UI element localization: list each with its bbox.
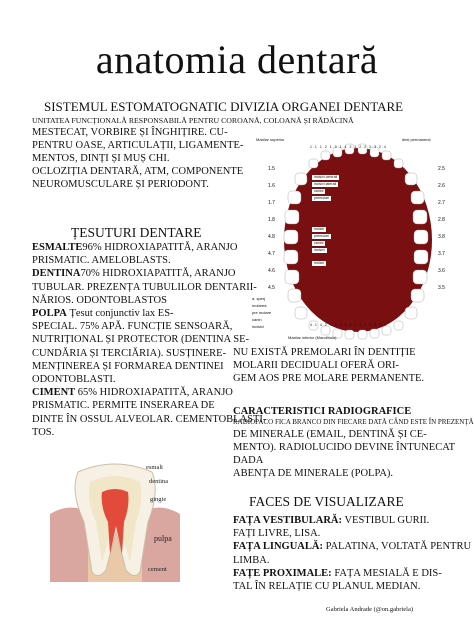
num-right-3: 2.8 — [438, 217, 445, 223]
radiographic-section — [233, 405, 473, 481]
system-line-5: OCLOZIȚIA DENTARĂ, ATM, COMPONENTE — [32, 166, 244, 178]
num-left-1: 1.6 — [268, 183, 275, 189]
legend-lower-0: molari — [314, 227, 324, 231]
legend-upper-4: molari — [314, 261, 324, 265]
num-left-4: 4.8 — [268, 234, 275, 240]
dentition-text-2: MOLARII DECIDUALI OFERĂ ORI- — [233, 360, 399, 372]
system-line-6: NEUROMUSCULARE ȘI PERIODONT. — [32, 179, 209, 191]
dental-arch-chart — [252, 137, 464, 343]
system-line-2: MESTECAT, VORBIRE ȘI ÎNGHIȚIRE. CU- — [32, 126, 228, 138]
dentin-text-1: 70% HIDROXIAPATITĂ, ARANJO — [80, 268, 236, 280]
tissues-section — [32, 241, 267, 439]
main-heading: SISTEMUL ESTOMATOGNATIC DIVIZIA ORGANEI DENTARE — [44, 99, 404, 114]
legend-upper-3: premolari — [314, 196, 329, 200]
num-right-5: 3.7 — [438, 251, 445, 257]
system-line-4: MENTOS, DINȚI ȘI MUȘ CHI. — [32, 152, 170, 164]
side-label-1: molarea — [252, 303, 267, 308]
num-right-0: 2.5 — [438, 166, 445, 172]
num-top-5: 2.2 — [359, 145, 368, 149]
legend-lower-1: premolari — [314, 234, 329, 238]
lingual-term: FAȚA LINGUALĂ: — [233, 541, 323, 553]
cement-term: CIMENT — [32, 387, 76, 399]
label-esmalt: esmalt — [146, 464, 163, 471]
dentition-section — [233, 346, 473, 386]
num-top-7: 2.4 — [379, 145, 387, 149]
label-dentina: dentina — [149, 478, 169, 485]
num-top-1: 1.2 — [319, 145, 328, 149]
faces-heading: FACES DE VISUALIZARE — [249, 494, 404, 509]
num-left-6: 4.6 — [268, 268, 275, 274]
side-label-3: canin — [252, 317, 262, 322]
enamel-text-1: 96% HIDROXIAPATITĂ, ARANJO — [82, 242, 238, 253]
num-left-7: 4.5 — [268, 285, 275, 291]
enamel-line-1 — [32, 241, 267, 254]
num-right-6: 3.6 — [438, 268, 445, 274]
cement-line-1 — [32, 386, 267, 399]
proximal-term: FAȚE PROXIMALE: — [233, 567, 332, 579]
legend-lower-3: incisivi — [314, 248, 325, 252]
cement-text-2: PRISMATIC. PERMITE INSERAREA DE — [32, 400, 215, 412]
pulp-text-4: CUNDĂRIA ȘI TERCIĂRIA). SUSȚINERE- — [32, 347, 227, 359]
num-left-3: 1.8 — [268, 217, 275, 223]
proximal-text-2: TAL ÎN RELAȚIE CU PLANUL MEDIAN. — [233, 581, 421, 593]
page-title: anatomia dentară — [95, 37, 379, 82]
top-number-row — [310, 145, 387, 149]
num-bottom-5: 3.2 — [359, 323, 368, 327]
lingual-text-1: PALATINA, VOLTATĂ PENTRU — [325, 541, 472, 553]
num-bottom-3: 4.4 — [339, 323, 348, 327]
radiographic-text-2: MENTO). RADIOLUCIDO DEVINE ÎNTUNECAT DADA — [233, 441, 455, 467]
bottom-number-row — [310, 323, 387, 327]
num-top-6: 2.3 — [369, 145, 378, 149]
enamel-term: ESMALTE — [32, 242, 83, 253]
radiographic-text-3: ABENȚA DE MINERALE (POLPA). — [233, 468, 394, 480]
cement-text-4: TOS. — [32, 426, 55, 438]
dentition-text-1: NU EXISTĂ PREMOLARI ÎN DENTIȚIE — [233, 347, 416, 358]
legend-lower-2: canini — [314, 241, 324, 245]
side-label-2: pre molare — [252, 310, 272, 315]
cement-text-1: 65% HIDROXIAPATITĂ, ARANJO — [77, 387, 233, 399]
pulp-text-1: Țesut conjunctiv lax ES- — [69, 308, 174, 320]
num-bottom-7: 3.4 — [379, 323, 387, 327]
dentin-text-3: NĂRIOS. ODONTOBLASTOS — [32, 294, 167, 306]
label-cement: cement — [148, 566, 167, 573]
cement-text-3: DINTE ÎN OSSUL ALVEOLAR. CEMENTOBLASTI- — [32, 413, 267, 425]
vestibular-text-2: FAȚI LIVRE, LISA. — [233, 528, 321, 540]
system-line-3: PENTRU OASE, ARTICULAȚII, LIGAMENTE- — [32, 139, 244, 151]
dental-arch-diagram — [252, 137, 464, 343]
enamel-text-2: PRISMATIC. AMELOBLASTS. — [32, 255, 171, 267]
num-top-0: 1.1 — [310, 145, 318, 149]
right-number-column — [438, 161, 445, 297]
legend-upper-1: incisivi laterali — [314, 182, 337, 186]
label-pulpa: pulpa — [154, 534, 172, 543]
side-label-0: a. sperj — [252, 296, 266, 301]
dentition-text-3: GEM AOS PRE MOLARE PERMANENTE. — [233, 373, 425, 385]
chart-lower-label: Maxilar inferior (Mandibula) — [288, 335, 337, 340]
tissues-heading: ȚESUTURI DENTARE — [71, 225, 202, 240]
num-left-2: 1.7 — [268, 200, 275, 206]
dentin-text-2: TUBULAR. PREZENȚA TUBULILOR DENTARII- — [32, 281, 257, 293]
pulp-text-5: MENȚINEREA ȘI FORMAREA DENTINEI — [32, 360, 224, 372]
num-right-7: 3.5 — [438, 285, 445, 291]
label-gingie: gingie — [150, 496, 167, 503]
system-line-1: UNITATEA FUNCȚIONALĂ RESPONSABILĂ PENTRU COROANĂ, COLOANĂ ȘI RĂDĂCINĂ — [32, 116, 354, 125]
num-left-5: 4.7 — [268, 251, 275, 257]
side-label-4: incisivi — [252, 324, 264, 329]
num-bottom-2: 4.3 — [329, 323, 338, 327]
pulp-text-6: ODONTOBLASTI. — [32, 374, 116, 386]
proximal-text-1: FAȚA MESIALĂ E DIS- — [334, 567, 442, 579]
num-bottom-1: 4.2 — [319, 323, 328, 327]
chart-upper-label: Maxilar superior — [256, 137, 285, 142]
dentin-term: DENTINA — [32, 268, 81, 280]
tooth-illustration — [50, 462, 180, 582]
num-top-3: 1.4 — [339, 145, 348, 149]
author-credit: Gabriela Andrade (@on.gabriela) — [326, 606, 414, 613]
num-right-2: 2.7 — [438, 200, 445, 206]
legend-upper-0: incisivi centrali — [314, 175, 338, 179]
vestibular-term: FAȚA VESTIBULARĂ: — [233, 515, 343, 526]
num-top-4: 2.1 — [349, 145, 358, 149]
num-top-2: 1.3 — [329, 145, 338, 149]
pulp-text-3: NUTRIȚIONAL ȘI PROTECTOR (DENTINA SE- — [32, 334, 249, 346]
faces-section — [233, 514, 473, 593]
vestibular-text-1: VESTIBUL GURII. — [344, 515, 430, 526]
num-right-4: 3.8 — [438, 234, 445, 240]
left-number-column — [268, 161, 275, 297]
chart-permanent-label: dinți permanenți — [402, 137, 431, 142]
pulp-line-1 — [32, 307, 267, 320]
pulp-term: POLPA — [32, 308, 67, 320]
num-left-0: 1.5 — [268, 166, 275, 172]
num-right-1: 2.6 — [438, 183, 445, 189]
radiographic-term: CARACTERISTICI RADIOGRAFICE — [233, 406, 412, 417]
num-bottom-6: 3.3 — [369, 323, 378, 327]
num-bottom-0: 4.1 — [310, 323, 318, 327]
dentin-line-1 — [32, 267, 267, 280]
pulp-text-2: SPECIAL. 75% APĂ. FUNCȚIE SENSOARĂ, — [32, 321, 233, 333]
legend-upper-2: canini — [314, 189, 324, 193]
lingual-text-2: LIMBA. — [233, 554, 270, 566]
radiographic-text-1: DE MINERALE (EMAIL, DENTINĂ ȘI CE- — [233, 428, 427, 440]
num-bottom-4: 3.1 — [349, 323, 358, 327]
radiographic-small-text: RADIOPACO FICA BRANCO DIN FIECARE DATĂ CÂND ESTE ÎN PREZENȚĂ — [233, 418, 474, 427]
